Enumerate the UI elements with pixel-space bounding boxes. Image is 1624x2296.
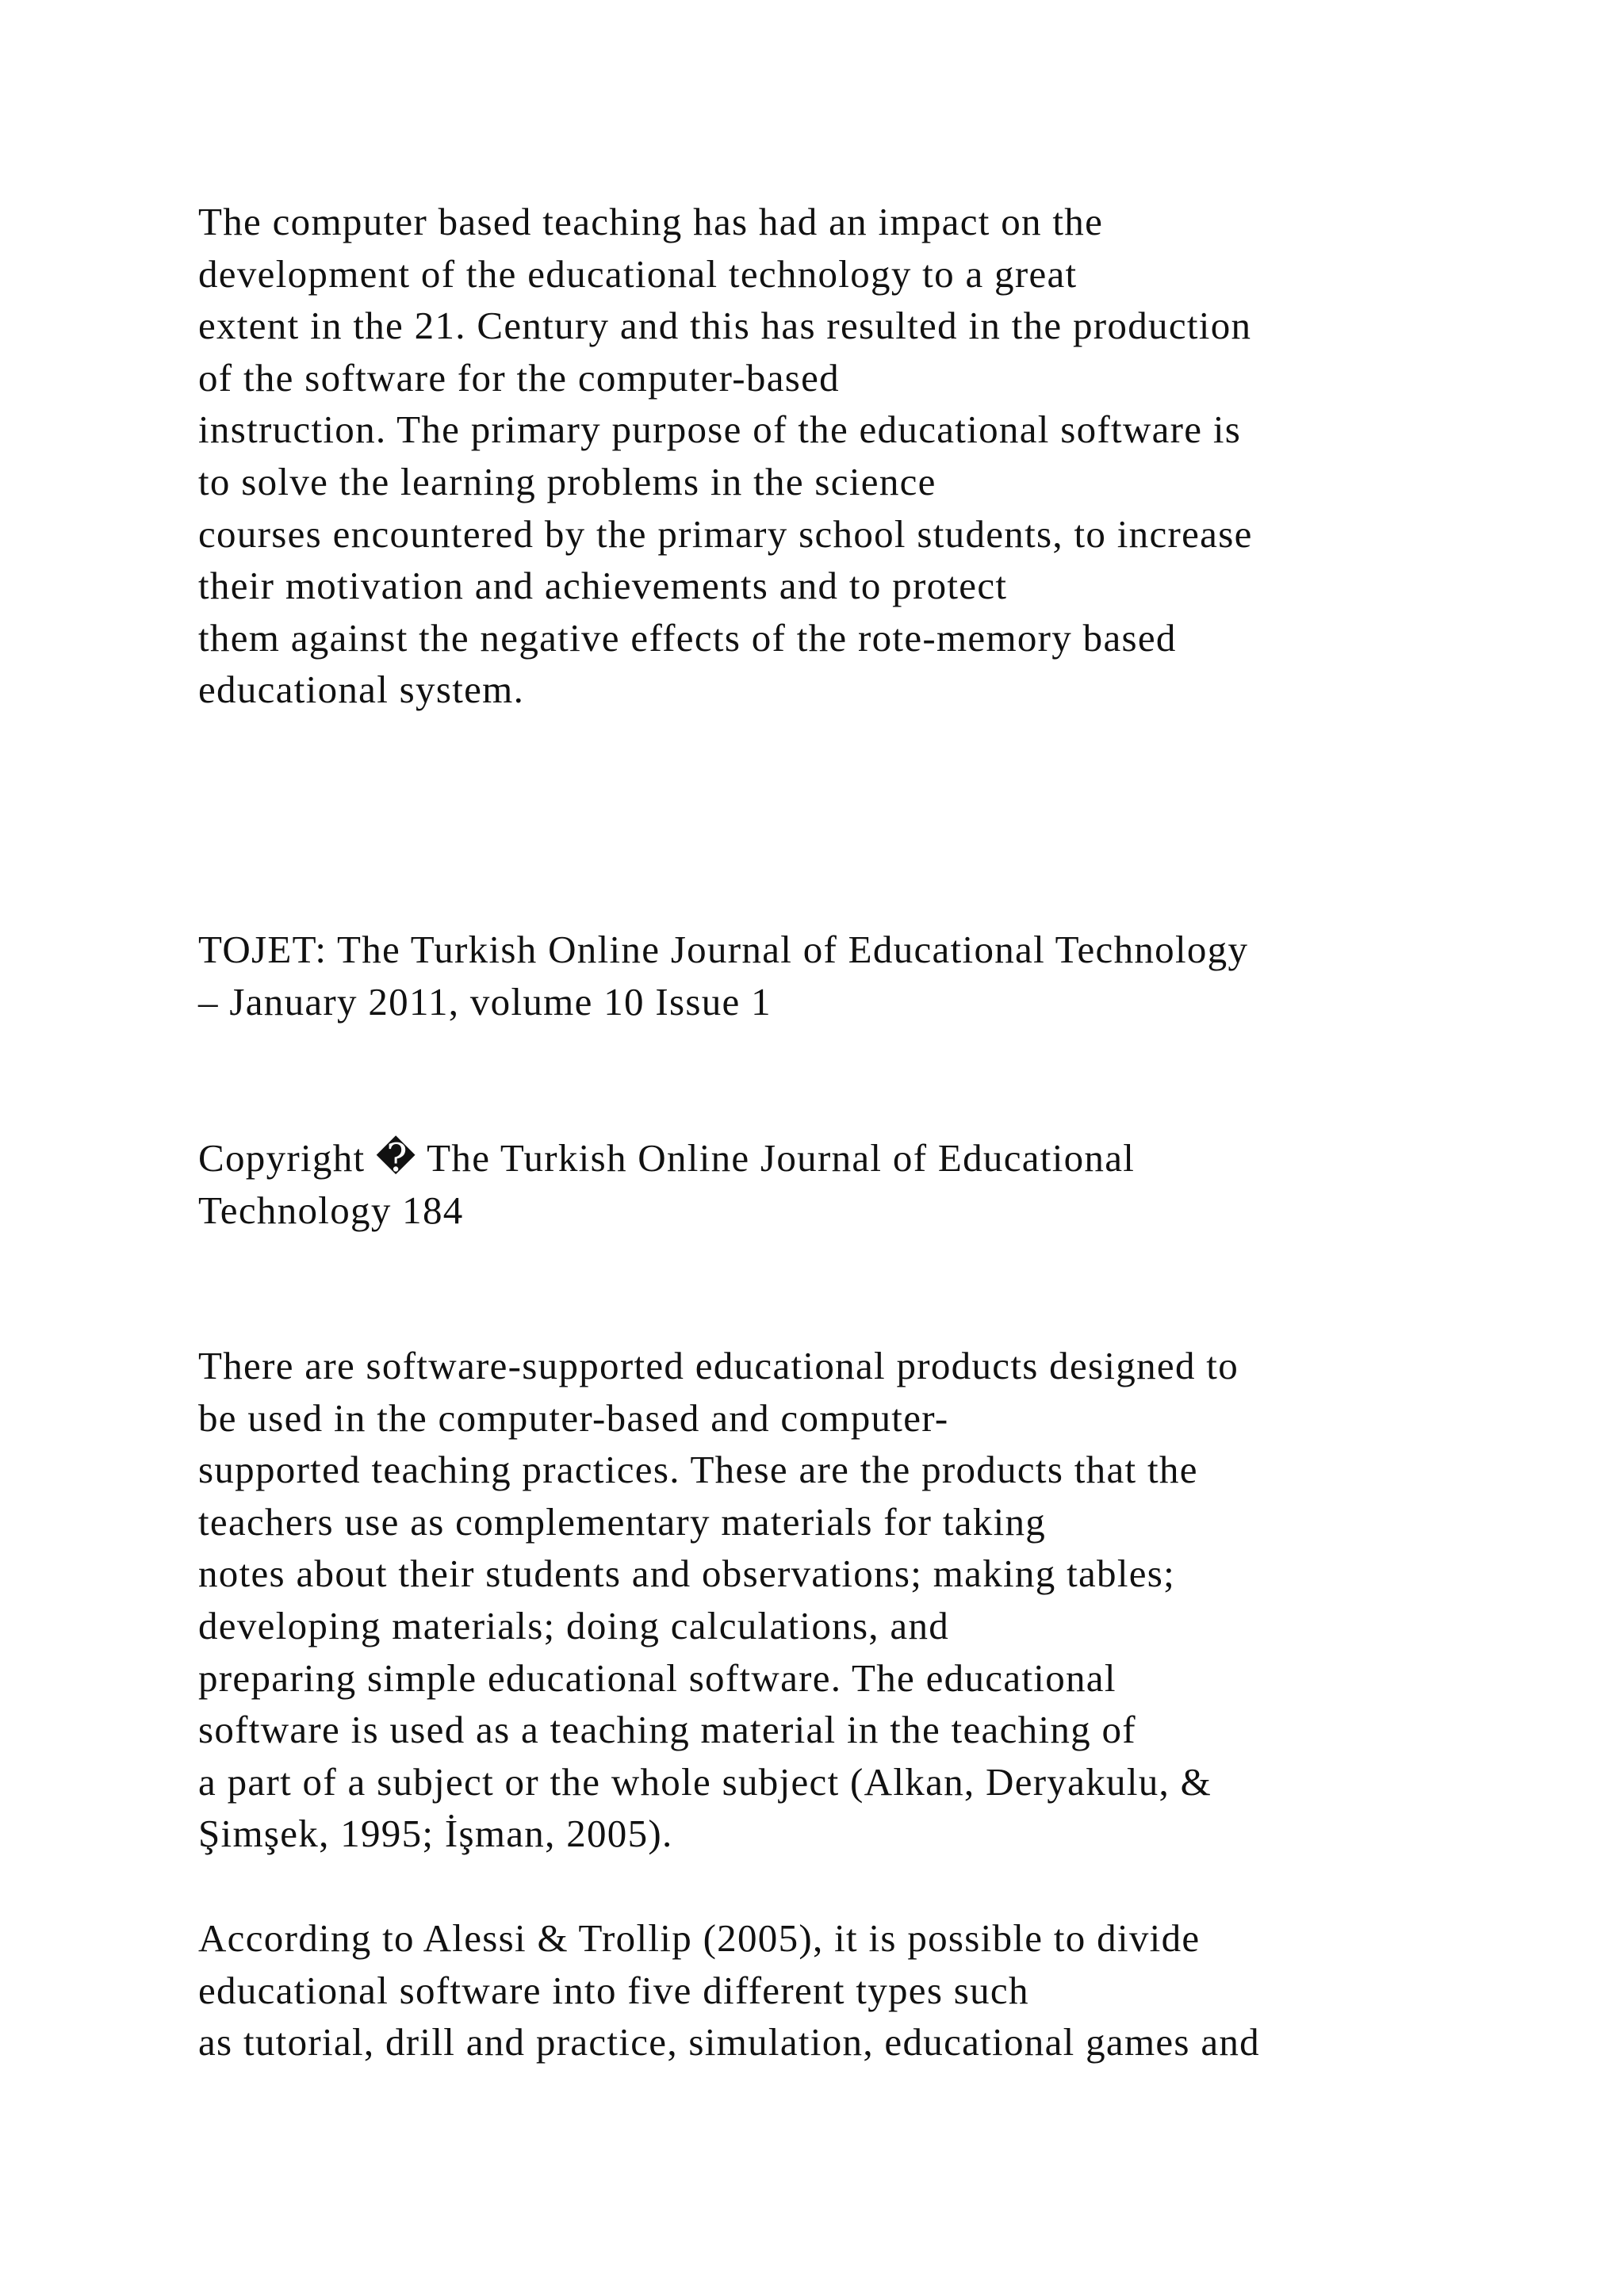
text-line: teachers use as complementary materials for taking [198, 1499, 1047, 1544]
journal-header [198, 924, 1610, 1027]
journal-title-line: TOJET: The Turkish Online Journal of Educational Technology [198, 928, 1249, 971]
text-line: of the software for the computer-based [198, 355, 840, 400]
text-line: notes about their students and observations; making tables; [198, 1552, 1176, 1596]
text-line: to solve the learning problems in the science [198, 459, 936, 503]
text-line: preparing simple educational software. The educational [198, 1655, 1116, 1700]
body-paragraph-intro [198, 196, 1610, 716]
copyright-line: Copyright � The Turkish Online Journal of Educational [198, 1136, 1136, 1180]
body-paragraph-software-products [198, 1340, 1610, 1860]
page-number-line: Technology 184 [198, 1188, 464, 1232]
text-line: educational software into five different types such [198, 1968, 1029, 2012]
text-line: extent in the 21. Century and this has resulted in the production [198, 304, 1252, 348]
text-line: software is used as a teaching material in the teaching of [198, 1708, 1136, 1752]
journal-issue-line: – January 2011, volume 10 Issue 1 [198, 979, 772, 1024]
text-line: According to Alessi & Trollip (2005), it is possible to divide [198, 1916, 1201, 1960]
text-line: be used in the computer-based and computer- [198, 1395, 949, 1440]
text-line: The computer based teaching has had an impact on the [198, 200, 1104, 243]
text-line: developing materials; doing calculations, and [198, 1603, 950, 1647]
text-line: Şimşek, 1995; İşman, 2005). [198, 1812, 673, 1856]
text-line: a part of a subject or the whole subject (Alkan, Deryakulu, & [198, 1759, 1212, 1804]
text-line: their motivation and achievements and to protect [198, 564, 1008, 608]
body-paragraph-software-types [198, 1912, 1610, 2068]
copyright-notice [198, 1132, 1610, 1236]
text-line: as tutorial, drill and practice, simulation, educational games and [198, 2020, 1260, 2064]
text-line: educational system. [198, 668, 525, 712]
text-line: instruction. The primary purpose of the educational software is [198, 408, 1242, 452]
text-line: them against the negative effects of the rote-memory based [198, 615, 1177, 660]
text-line: courses encountered by the primary school students, to increase [198, 511, 1253, 556]
text-line: There are software-supported educational products designed to [198, 1344, 1239, 1387]
text-line: supported teaching practices. These are the products that the [198, 1448, 1198, 1492]
text-line: development of the educational technology to a great [198, 251, 1078, 296]
